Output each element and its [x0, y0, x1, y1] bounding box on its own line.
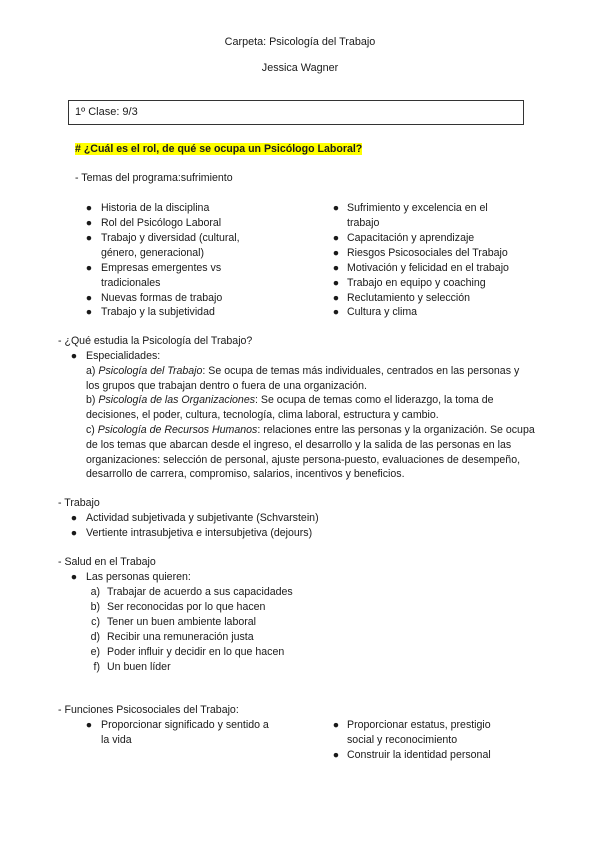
list-item-continuation: la vida [101, 734, 132, 746]
specialty-term: Psicología de Recursos Humanos [97, 424, 258, 436]
list-item: Proporcionar estatus, prestigio [347, 719, 491, 731]
main-question [75, 142, 362, 157]
especialidad-a [86, 364, 519, 379]
bullet-icon: ● [85, 217, 93, 229]
salud-intro: Las personas quieren: [86, 571, 191, 583]
list-item: Sufrimiento y excelencia en el [347, 202, 488, 214]
bullet-icon: ● [332, 719, 340, 731]
item-prefix: a) [86, 365, 99, 377]
funciones-title: - Funciones Psicosociales del Trabajo: [58, 704, 239, 716]
item-marker: f) [93, 661, 100, 673]
especialidad-b-cont: decisiones, el poder, cultura, tecnología, clima laboral, estructura y cambio. [86, 409, 439, 421]
list-item [76, 585, 293, 600]
list-item: Vertiente intrasubjetiva e intersubjetiva (dejours) [86, 527, 313, 539]
especialidad-c-cont: desarrollo de carrera, compromiso, salarios, incentivos y beneficios. [86, 468, 405, 480]
especialidad-c-cont: organizaciones: selección de personal, ajuste persona-puesto, evaluaciones de desempeño, [86, 454, 521, 466]
folder-title: Carpeta: Psicología del Trabajo [224, 36, 376, 48]
bullet-icon: ● [70, 512, 78, 524]
item-text: Ser reconocidas por lo que hacen [107, 601, 266, 613]
list-item [76, 645, 284, 660]
bullet-icon: ● [85, 232, 93, 244]
especialidad-a-cont: los grupos que trabajan dentro o fuera de una organización. [86, 380, 367, 392]
item-prefix: c) [86, 424, 98, 436]
trabajo-title: - Trabajo [58, 497, 100, 509]
list-item: Trabajo y la subjetividad [101, 306, 215, 318]
list-item [76, 630, 254, 645]
list-item: Cultura y clima [347, 306, 418, 318]
class-box-text: 1º Clase: 9/3 [75, 106, 138, 118]
list-item [76, 600, 265, 615]
especialidad-c [86, 423, 535, 438]
list-item: Riesgos Psicosociales del Trabajo [347, 247, 508, 259]
specialty-desc: : Se ocupa de temas como el liderazgo, la toma de [255, 394, 494, 406]
list-item: Capacitación y aprendizaje [347, 232, 475, 244]
list-item: Rol del Psicólogo Laboral [101, 217, 222, 229]
especialidades-label: Especialidades: [86, 350, 161, 362]
list-item: Motivación y felicidad en el trabajo [347, 262, 509, 274]
especialidad-b [86, 393, 494, 408]
item-text: Tener un buen ambiente laboral [107, 616, 257, 628]
temas-title: - Temas del programa:sufrimiento [75, 172, 233, 184]
list-item-continuation: tradicionales [101, 277, 161, 289]
item-text: Recibir una remuneración justa [107, 631, 254, 643]
list-item [76, 615, 256, 630]
bullet-icon: ● [85, 202, 93, 214]
list-item: Proporcionar significado y sentido a [101, 719, 269, 731]
bullet-icon: ● [332, 232, 340, 244]
bullet-icon: ● [332, 277, 340, 289]
item-marker: b) [90, 601, 100, 613]
item-text: Un buen líder [107, 661, 171, 673]
bullet-icon: ● [85, 262, 93, 274]
salud-title: - Salud en el Trabajo [58, 556, 156, 568]
bullet-icon: ● [332, 306, 340, 318]
item-marker: e) [90, 646, 100, 658]
list-item: Trabajo y diversidad (cultural, [101, 232, 240, 244]
author-name: Jessica Wagner [261, 62, 339, 74]
bullet-icon: ● [85, 719, 93, 731]
list-item: Nuevas formas de trabajo [101, 292, 223, 304]
item-marker: a) [90, 586, 100, 598]
list-item: Historia de la disciplina [101, 202, 210, 214]
main-question-text: # ¿Cuál es el rol, de qué se ocupa un Psicólogo Laboral? [75, 143, 363, 155]
item-marker: c) [91, 616, 100, 628]
list-item: Trabajo en equipo y coaching [347, 277, 486, 289]
bullet-icon: ● [332, 262, 340, 274]
class-box [68, 100, 524, 125]
list-item [76, 660, 171, 675]
list-item: Actividad subjetivada y subjetivante (Schvarstein) [86, 512, 319, 524]
specialty-desc: : relaciones entre las personas y la organización. Se ocupa [257, 424, 535, 436]
specialty-desc: : Se ocupa de temas más individuales, centrados en las personas y [202, 365, 520, 377]
especialidad-c-cont: de los temas que abarcan desde el ingreso, el desarrollo y la salida de las personas en las [86, 439, 512, 451]
list-item: Construir la identidad personal [347, 749, 491, 761]
bullet-icon: ● [332, 247, 340, 259]
specialty-term: Psicología de las Organizaciones [98, 394, 256, 406]
item-text: Trabajar de acuerdo a sus capacidades [107, 586, 293, 598]
bullet-icon: ● [332, 202, 340, 214]
list-item-continuation: trabajo [347, 217, 380, 229]
item-prefix: b) [86, 394, 99, 406]
bullet-icon: ● [70, 571, 78, 583]
item-marker: d) [90, 631, 100, 643]
estudia-title: - ¿Qué estudia la Psicología del Trabajo? [58, 335, 253, 347]
list-item: Reclutamiento y selección [347, 292, 471, 304]
item-text: Poder influir y decidir en lo que hacen [107, 646, 285, 658]
list-item-continuation: género, generacional) [101, 247, 205, 259]
list-item: Empresas emergentes vs [101, 262, 222, 274]
bullet-icon: ● [85, 306, 93, 318]
bullet-icon: ● [70, 350, 78, 362]
bullet-icon: ● [332, 292, 340, 304]
bullet-icon: ● [70, 527, 78, 539]
bullet-icon: ● [85, 292, 93, 304]
specialty-term: Psicología del Trabajo [98, 365, 203, 377]
list-item-continuation: social y reconocimiento [347, 734, 458, 746]
bullet-icon: ● [332, 749, 340, 761]
